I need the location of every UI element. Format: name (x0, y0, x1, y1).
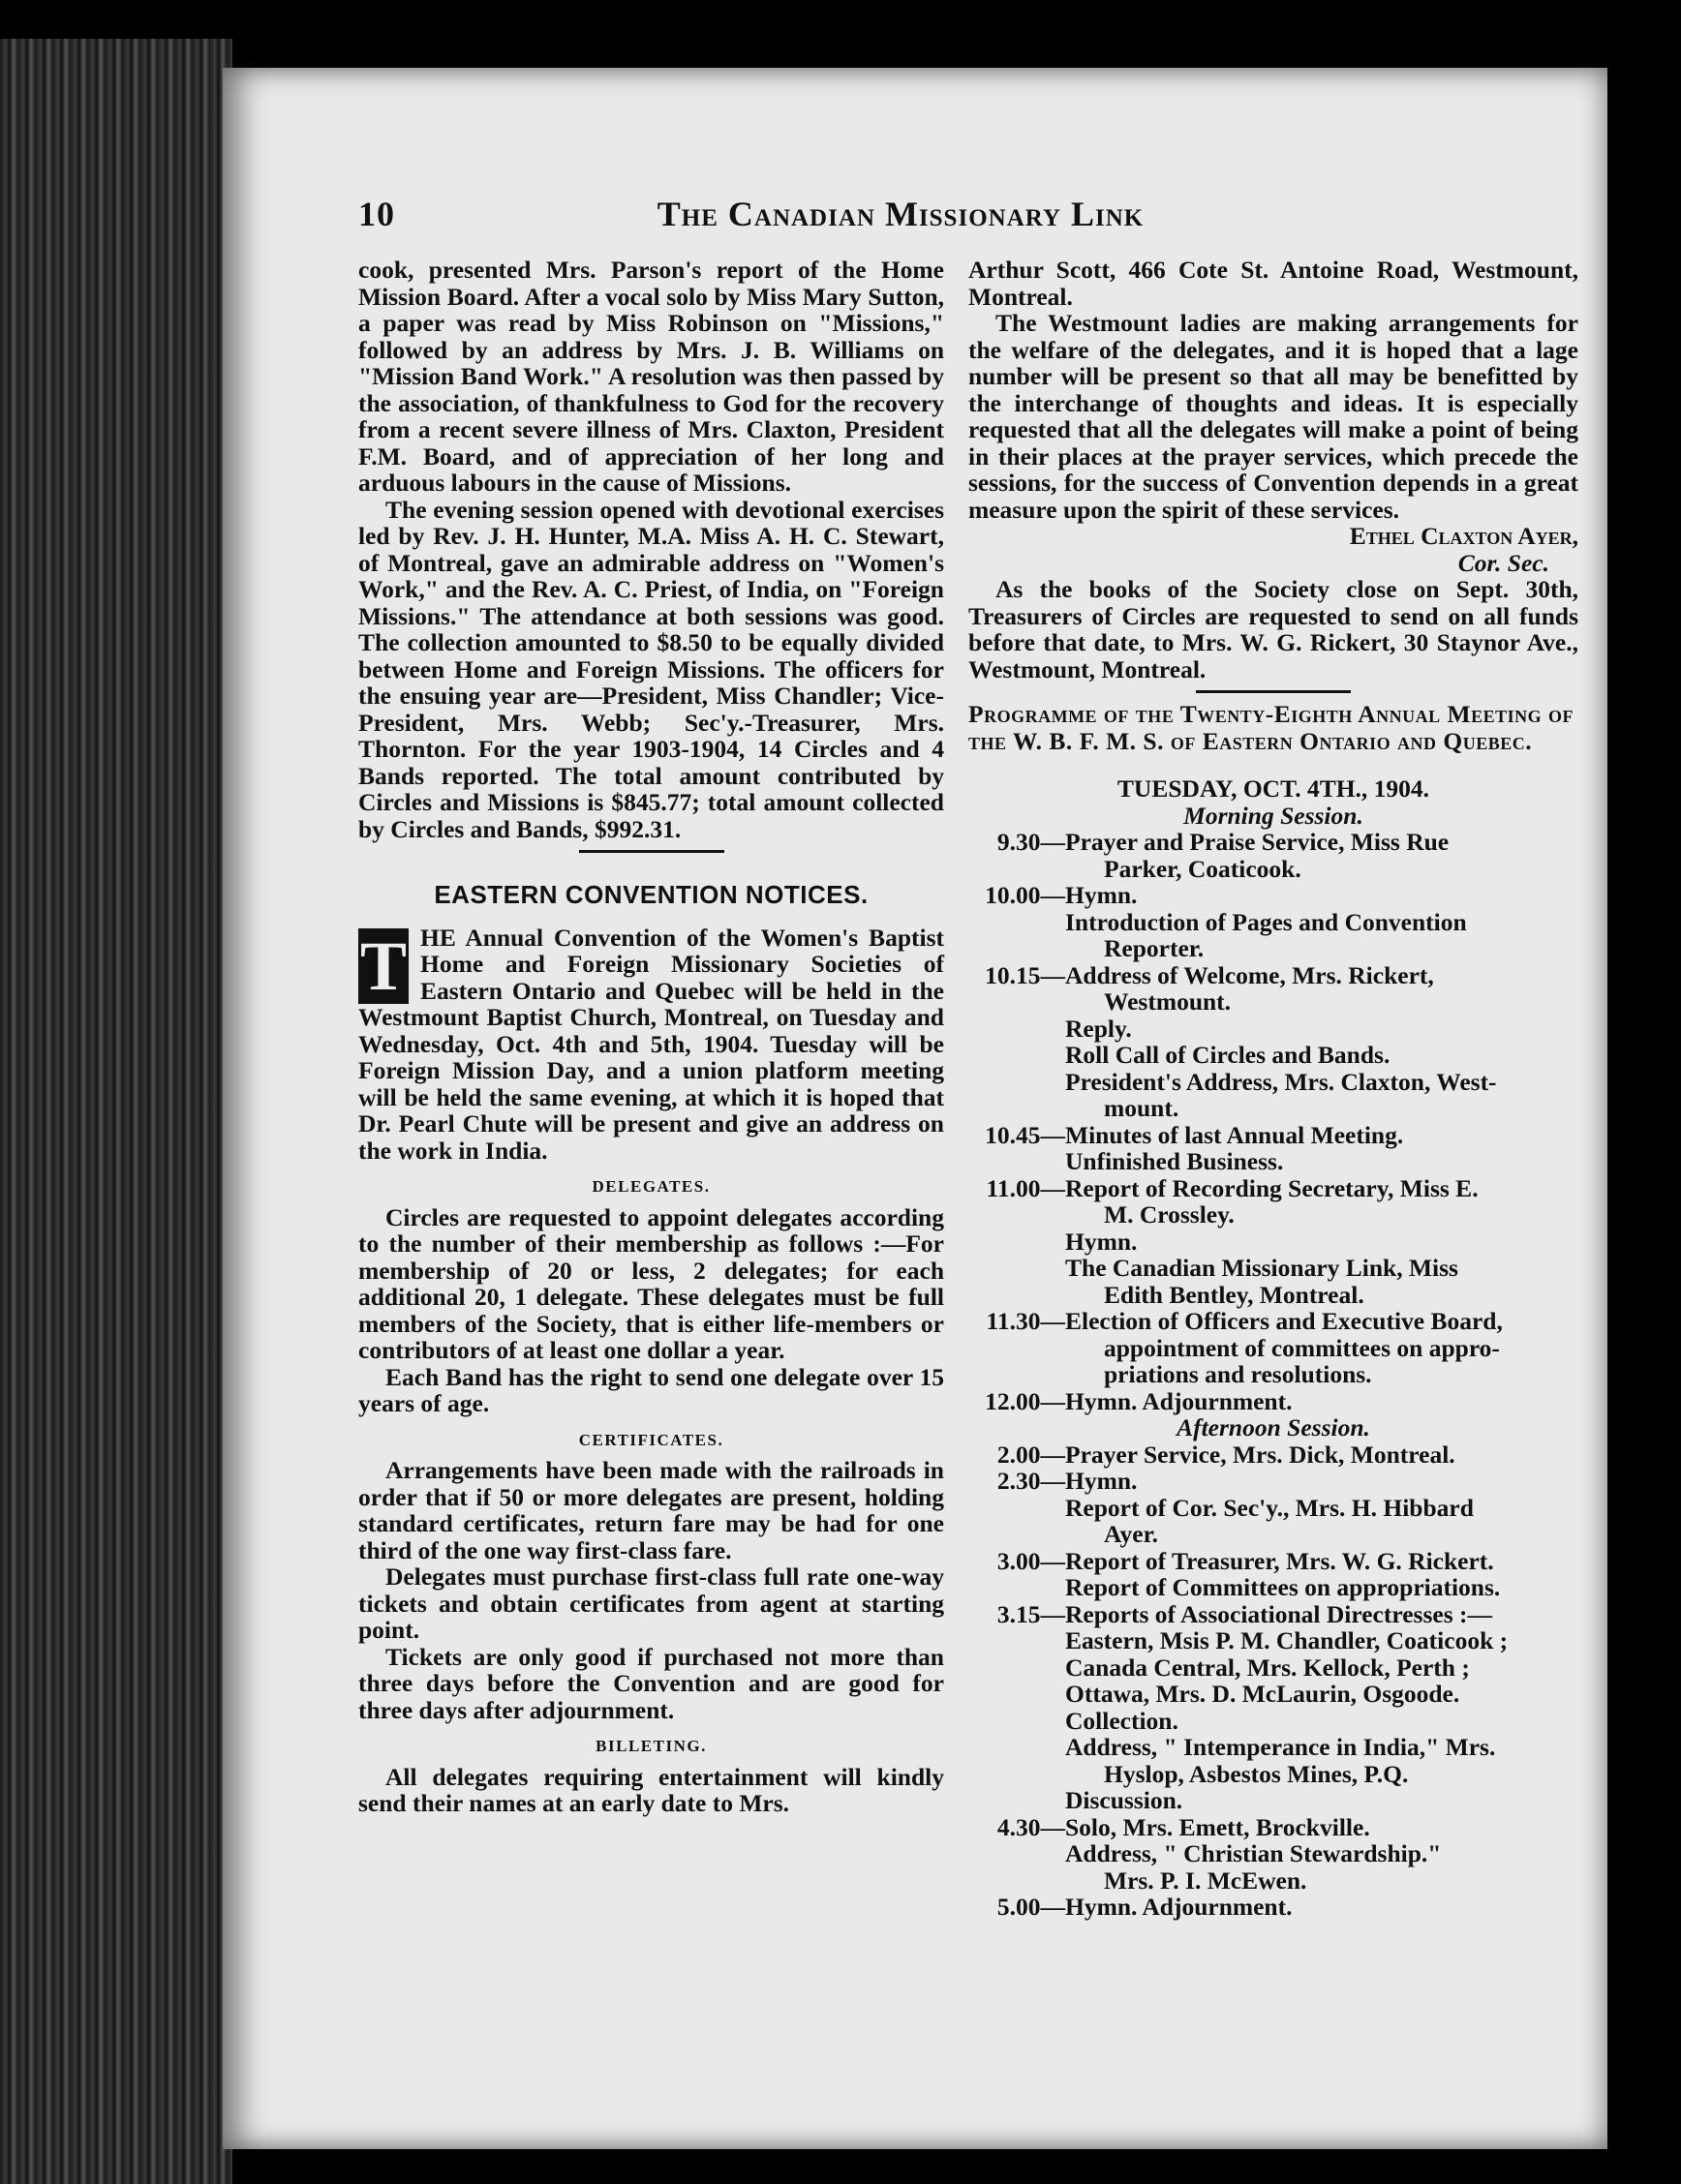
item-time: 2.30— (996, 1467, 1065, 1495)
book-page-edges (0, 39, 232, 2184)
programme-subitem: Discussion. (1065, 1786, 1183, 1814)
paragraph: HE Annual Convention of the Women's Baptist Home and Foreign Missionary Societies of Eastern Ontario and Quebec will be held in the Westmount Baptist Church, Montreal, on Tuesday and Wednesday, Oct. 4th and 5th, 1904. Tuesday will be Foreign Mission Day, and a union platform meeting will be held the same evening, at which it is hoped that Dr. Pearl Chute will be present and give an address on the work in India. (358, 923, 944, 1165)
drop-cap-paragraph (358, 925, 944, 1165)
item-desc: Prayer Service, Mrs. Dick, Montreal. (1065, 1440, 1455, 1469)
running-header (358, 194, 1443, 242)
paragraph: Each Band has the right to send one delegate over 15 years of age. (358, 1362, 944, 1417)
paragraph: As the books of the Society close on Sept. 30th, Treasurers of Circles are requested to send on all funds before that date, to Mrs. W. G. Rickert, 30 Staynor Ave., Westmount, Montreal. (968, 575, 1578, 683)
item-desc: Minutes of last Annual Meeting. (1065, 1120, 1404, 1149)
item-time: 5.00— (996, 1893, 1065, 1921)
item-desc: Hymn. Adjournment. (1065, 1893, 1293, 1921)
programme-date: TUESDAY, OCT. 4TH., 1904. (1116, 774, 1430, 803)
signature-title: Cor. Sec. (1457, 548, 1549, 577)
programme-subitem: Mrs. P. I. McEwen. (1104, 1866, 1307, 1895)
item-desc: Report of Treasurer, Mrs. W. G. Rickert. (1065, 1546, 1494, 1575)
programme-subitem: Address, " Intemperance in India," Mrs. Hyslop, Asbestos Mines, P.Q. (1065, 1733, 1496, 1788)
item-time: 4.30— (996, 1812, 1065, 1841)
paragraph: The Westmount ladies are making arrangements for the welfare of the delegates, and it is hoped that a lage number will be present so that all may be benefitted by the interchange of thoughts and ideas. It is especially requested that all the delegates will make a point of being in their places at the prayer services, which precede the sessions, for the success of Convention depends in a great measure upon the spirit of these services. (968, 309, 1578, 524)
programme-item (968, 1548, 1578, 1575)
item-desc: Hymn. Adjournment. (1065, 1386, 1293, 1415)
item-time: 9.30— (996, 828, 1065, 856)
item-time: 11.30— (986, 1307, 1065, 1335)
item-time: 11.00— (986, 1173, 1065, 1202)
programme-item (968, 1814, 1578, 1841)
session-heading-morning: Morning Session. (1183, 801, 1363, 830)
item-desc: Hymn. (1065, 881, 1138, 909)
programme-subitem: Address, " Christian Stewardship." (1065, 1839, 1442, 1867)
programme-subitem: Eastern, Msis P. M. Chandler, Coaticook ; (1065, 1626, 1509, 1654)
paragraph: Delegates must purchase first-class full rate one-way tickets and obtain certificates from agent at starting point. (358, 1562, 944, 1644)
programme-subitem: Roll Call of Circles and Bands. (1065, 1041, 1391, 1069)
paragraph: Circles are requested to appoint delegates according to the number of their membership as follows :—For membership of 20 or less, 2 delegates; for each additional 20, 1 delegate. These delegates must be full members of the Society, that is either life-members or contributors of at least one dollar a year. (358, 1202, 944, 1364)
session-heading-afternoon: Afternoon Session. (1177, 1413, 1370, 1441)
item-time: 10.00— (985, 881, 1065, 909)
programme-subitem: Unfinished Business. (1065, 1147, 1284, 1175)
programme-item (968, 1175, 1578, 1228)
item-desc: Report of Recording Secretary, Miss E. M. Crossley. (1065, 1173, 1479, 1228)
item-time: 3.15— (996, 1599, 1065, 1628)
section-heading: EASTERN CONVENTION NOTICES. (434, 880, 869, 909)
programme-subitem: The Canadian Missionary Link, Miss Edith Bentley, Montreal. (1065, 1254, 1458, 1309)
programme-title: Programme of the Twenty-Eighth Annual Meeting of the W. B. F. M. S. of Eastern Ontario and Quebec. (968, 700, 1574, 755)
programme-item (968, 829, 1578, 882)
item-desc: Address of Welcome, Mrs. Rickert, Westmount. (1065, 960, 1434, 1016)
programme-subitem: Collection. (1065, 1706, 1178, 1735)
programme-subitem: President's Address, Mrs. Claxton, West- mount. (1065, 1067, 1497, 1122)
item-desc: Prayer and Praise Service, Miss Rue Parker, Coaticook. (1065, 828, 1450, 883)
programme-item (968, 1122, 1578, 1149)
paragraph: Arthur Scott, 466 Cote St. Antoine Road, Westmount, Montreal. (968, 256, 1578, 311)
programme-item (968, 1388, 1578, 1415)
item-time: 10.15— (985, 960, 1065, 989)
left-column (358, 257, 944, 1817)
paragraph: cook, presented Mrs. Parson's report of the Home Mission Board. After a vocal solo by Miss Mary Sutton, a paper was read by Miss Robinson on "Missions," followed by an address by Mrs. J. B. Williams on "Mission Band Work." A resolution was then passed by the association, of thankfulness to God for the recovery from a recent severe illness of Mrs. Claxton, President F.M. Board, and of appreciation of her long and arduous labours in the cause of Missions. (358, 256, 944, 497)
scan-border (1607, 0, 1681, 2184)
publication-title: The Canadian Missionary Link (657, 195, 1145, 233)
programme-subitem: Introduction of Pages and Convention Reporter. (1065, 907, 1467, 962)
item-time: 2.00— (996, 1440, 1065, 1469)
programme-subitem: Report of Committees on appropriations. (1065, 1573, 1501, 1601)
paragraph: Tickets are only good if purchased not more than three days before the Convention and are good for three days after adjournment. (358, 1642, 944, 1724)
item-time: 12.00— (985, 1386, 1065, 1415)
programme-subitem: Hymn. (1065, 1227, 1138, 1256)
programme-item (968, 962, 1578, 1016)
magazine-page (223, 68, 1607, 2149)
divider (579, 850, 724, 853)
page-number: 10 (358, 195, 395, 233)
programme-subitem: Ottawa, Mrs. D. McLaurin, Osgoode. (1065, 1680, 1460, 1708)
item-time: 3.00— (996, 1546, 1065, 1575)
drop-cap: T (359, 926, 408, 1005)
right-column (968, 257, 1578, 1921)
paragraph: The evening session opened with devotional exercises led by Rev. J. H. Hunter, M.A. Miss A. H. C. Stewart, of Montreal, gave an admirable address on "Women's Work," and the Rev. A. C. Priest, of India, on "Foreign Missions." The attendance at both sessions was good. The collection amounted to $8.50 to be equally divided between Home and Foreign Missions. The officers for the ensuing year are—President, Miss Chandler; Vice-President, Mrs. Webb; Sec'y.-Treasurer, Mrs. Thornton. For the year 1903-1904, 14 Circles and 4 Bands reported. The total amount contributed by Circles and Missions is $845.77; total amount collected by Circles and Bands, $992.31. (358, 495, 944, 843)
programme-subitem: Canada Central, Mrs. Kellock, Perth ; (1065, 1653, 1470, 1682)
programme-subitem: Reply. (1065, 1014, 1132, 1043)
signature-name: Ethel Claxton Ayer, (1349, 522, 1578, 550)
paragraph: All delegates requiring entertainment will kindly send their names at an early date to Mrs. (358, 1762, 944, 1817)
subheading-delegates: DELEGATES. (592, 1177, 711, 1196)
divider (1196, 690, 1351, 693)
item-desc: Election of Officers and Executive Board, appointment of committees on appro- priations and resolutions. (1065, 1307, 1503, 1388)
item-time: 10.45— (985, 1120, 1065, 1149)
item-desc: Hymn. (1065, 1467, 1138, 1495)
item-desc: Solo, Mrs. Emett, Brockville. (1065, 1812, 1370, 1841)
programme-item (968, 1441, 1578, 1469)
programme-item (968, 882, 1578, 909)
programme-subitem: Report of Cor. Sec'y., Mrs. H. Hibbard Ayer. (1065, 1493, 1474, 1548)
paragraph: Arrangements have been made with the railroads in order that if 50 or more delegates are present, holding standard certificates, return fare may be had for one third of the one way first-class fare. (358, 1456, 944, 1564)
subheading-billeting: BILLETING. (596, 1737, 707, 1755)
subheading-certificates: CERTIFICATES. (578, 1430, 724, 1449)
item-desc: Reports of Associational Directresses :— (1065, 1599, 1492, 1628)
programme-item (968, 1894, 1578, 1921)
programme-item (968, 1468, 1578, 1495)
programme-item (968, 1308, 1578, 1388)
programme-item (968, 1601, 1578, 1628)
